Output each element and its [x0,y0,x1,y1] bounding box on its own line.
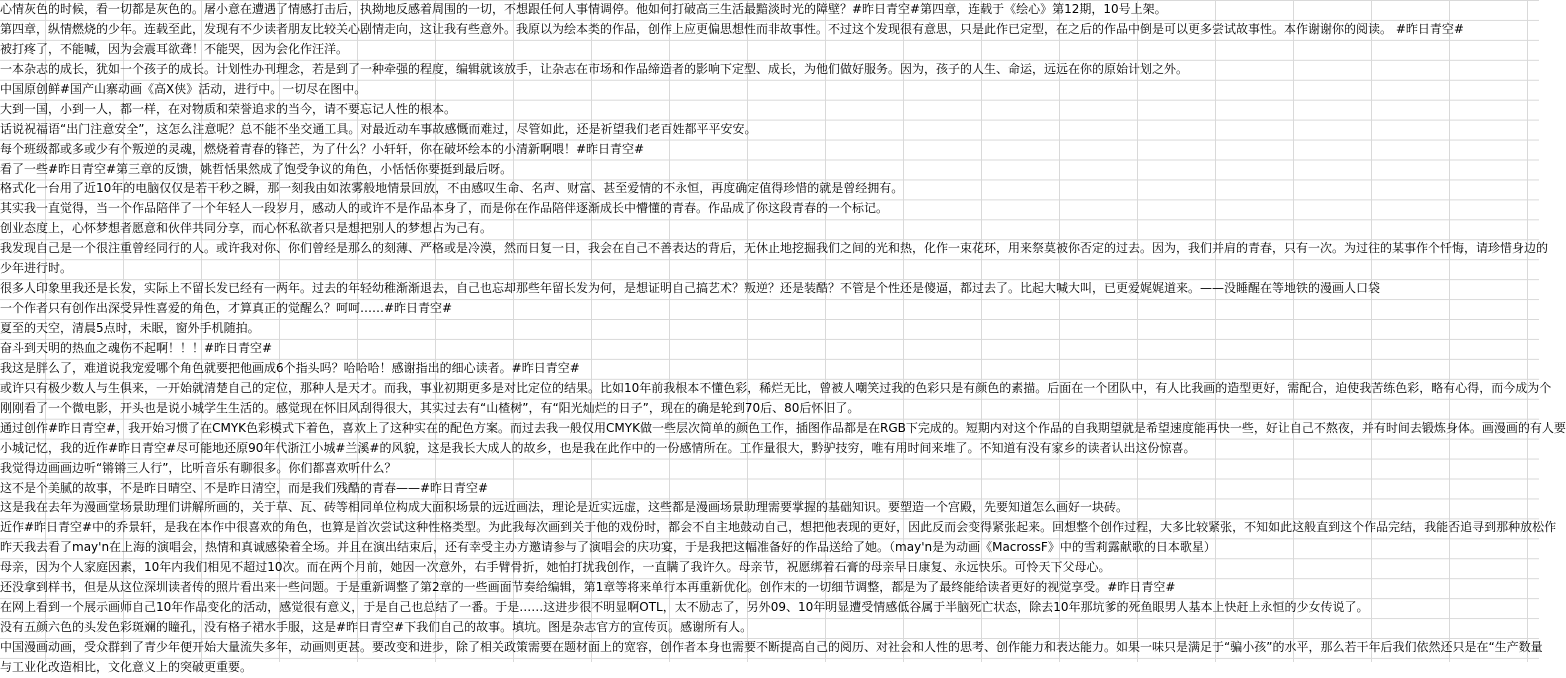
cell-row-26[interactable]: 这是我在去年为漫画堂场景助理们讲解所画的，关于草、瓦、砖等相同单位构成大面积场景的远近画法，理论是近实远虚，这些都是漫画场景助理需要掌握的基础知识。要塑造一个宫殿，先要知道怎么画好一块砖。 [0,500,1129,515]
cell-row-17[interactable]: 夏至的天空，清晨5点时，未眠，窗外手机随拍。 [0,321,260,335]
cell-row-3[interactable]: 被打疼了，不能喊，因为会震耳欲聋！不能哭，因为会化作汪洋。 [0,41,349,56]
cell-row-14[interactable]: 少年进行时。 [0,261,73,276]
cell-row-25[interactable]: 这不是个美腻的故事，不是昨日晴空、不是昨日清空，而是我们残酷的青春——#昨日青空# [0,480,489,495]
cell-row-8[interactable]: 每个班级都或多或少有个叛逆的灵魂，燃烧着青春的锋芒，为了什么？小轩轩，你在破坏绘本的小清新啊喂！#昨日青空# [0,141,645,156]
cell-row-28[interactable]: 昨天我去看了may'n在上海的演唱会，热情和真诚感染着全场。并且在演出结束后，还有幸受主办方邀请参与了演唱会的庆功宴，于是我把这幅准备好的作品送给了她。（may'n是为动画《MacrossF》中的雪莉露献歌的日本歌星） [0,540,1216,555]
cell-row-19[interactable]: 我这是胖么了，难道说我宠爱哪个角色就要把他画成6个指头吗？哈哈哈！感谢指出的细心读者。#昨日青空# [0,360,580,375]
cell-row-30[interactable]: 还没拿到样书，但是从这位深圳读者传的照片看出来一些问题。于是重新调整了第2章的一些画面节奏给编辑，第1章等将来单行本再重新优化。创作末的一切细节调整，都是为了最终能给读者更好的视觉享受。#昨日青空# [0,580,1176,595]
cell-row-1[interactable]: 心情灰色的时候，看一切都是灰色的。屠小意在遭遇了情感打击后，执拗地反感着周围的一切，不想跟任何人事情调停。他如何打破高三生活最黯淡时光的障壁？#昨日青空#第四章，连载于《绘心》第12期，10号上架。 [0,2,1167,16]
cell-row-4[interactable]: 一本杂志的成长，犹如一个孩子的成长。计划性办刊理念，若是到了一种牵强的程度，编辑就该放手，让杂志在市场和作品缔造者的影响下定型、成长，为他们做好服务。因为，孩子的人生、命运，远远在你的原始计划之外。 [0,61,1189,76]
cell-row-32[interactable]: 没有五颜六色的头发色彩斑斓的瞳孔，没有格子裙水手服，这是#昨日青空#下我们自己的故事。填坑。图是杂志官方的宣传页。感谢所有人。 [0,620,753,635]
cell-row-29[interactable]: 母亲，因为个人家庭因素，10年内我们相见不超过10次。而在两个月前，她因一次意外，右手臂骨折，她怕打扰我创作，一直瞒了我许久。母亲节，祝愿绑着石膏的母亲早日康复、永远快乐。可怜天下父母心。 [0,560,1111,575]
cell-row-22[interactable]: 通过创作#昨日青空#，我开始习惯了在CMYK色彩模式下着色，喜欢上了这种实在的配色方案。而过去我一般仅用CMYK做一些层次简单的颜色工作，插图作品都是在RGB下完成的。短期内对这个作品的自我期望就是希望速度能再快一些，好让自己不熬夜，并有时间去锻炼身体。画漫画的有人要 [0,420,1566,435]
cell-row-12[interactable]: 创业态度上，心怀梦想者愿意和伙伴共同分享，而心怀私欲者只是想把别人的梦想占为己有。 [0,221,493,236]
cell-row-11[interactable]: 其实我一直觉得，当一个作品陪伴了一个年轻人一段岁月，感动人的或许不是作品本身了，而是你在作品陪伴逐渐成长中懵懂的青春。作品成了你这段青春的一个标记。 [0,201,889,216]
cell-row-23[interactable]: 小城记忆，我的近作#昨日青空#尽可能地还原90年代浙江小城#兰溪#的风貌，这是我长大成人的故乡，也是我在此作中的一份感情所在。工作量很大，黔驴技穷，唯有用时间来堆了。不知道有没有家乡的读者认出这份惊喜。 [0,440,1196,455]
cell-row-18[interactable]: 奋斗到天明的热血之魂伤不起啊！！！#昨日青空# [0,340,273,355]
cell-row-10[interactable]: 格式化一台用了近10年的电脑仅仅是若干秒之瞬，那一刻我由如浓雾般地情景回放，不由感叹生命、名声、财富、甚至爱情的不永恒，再度确定值得珍惜的就是曾经拥有。 [0,181,904,196]
cell-row-16[interactable]: 一个作者只有创作出深受异性喜爱的角色，才算真正的觉醒么？呵呵……#昨日青空# [0,301,453,316]
cell-row-20[interactable]: 或许只有极少数人与生俱来，一开始就清楚自己的定位，那种人是天才。而我，事业初期更多是对比定位的结果。比如10年前我根本不懂色彩，稀烂无比，曾被人嘲笑过我的色彩只是有颜色的素描。后面在一个团队中，有人比我画的造型更好，需配合，迫使我苦练色彩，略有心得，而今成为个 [0,380,1552,395]
cell-row-6[interactable]: 大到一国，小到一人，都一样，在对物质和荣誉追求的当今，请不要忘记人性的根本。 [0,101,457,116]
cell-row-5[interactable]: 中国原创鲜#国产山寨动画《高X侠》活动，进行中。一切尽在图中。 [0,81,367,96]
cell-row-34[interactable]: 与工业化改造相比，文化意义上的突破更重要。 [0,659,253,674]
cell-row-2[interactable]: 第四章，纵情燃烧的少年。连载至此，发现有不少读者朋友比较关心剧情走向，这让我有些意外。我原以为绘本类的作品，创作上应更偏思想性而非故事性。不过这个发现很有意思，只是此作已定型，在之后的作品中倒是可以更多尝试故事性。本作谢谢你的阅读。 #昨日青空# [0,21,1464,36]
cell-row-9[interactable]: 看了一些#昨日青空#第三章的反馈，姚哲恬果然成了饱受争议的角色，小恬恬你要挺到最后呀。 [0,161,513,176]
cell-row-13[interactable]: 我发现自己是一个很注重曾经同行的人。或许我对你、你们曾经是那么的刻薄、严格或是冷漠，然而日复一日，我会在自己不善表达的背后，无休止地挖掘我们之间的光和热，化作一束花环，用来祭莫被你否定的过去。因为，我们并肩的青春，只有一次。为过往的某事作个忏悔，请珍惜身边的 [0,241,1549,256]
cell-row-31[interactable]: 在网上看到一个展示画师自己10年作品变化的活动，感觉很有意义，于是自己也总结了一番。于是……这进步很不明显啊OTL，太不励志了，另外09、10年明显遭受情感低谷属于半脑死亡状态，除去10年那坑爹的死鱼眼男人基本上快赶上永恒的少女传说了。 [0,600,1369,615]
cell-row-33[interactable]: 中国漫画动画，受众群到了青少年便开始大量流失多年，动画则更甚。要改变和进步，除了相关政策需要在题材面上的宽容，创作者本身也需要不断提高自己的阅历、对社会和人性的思考、创作能力和表达能力。如果一味只是满足于“骗小孩”的水平，那么若干年后我们依然还只是在“生产数量 [0,640,1543,654]
cell-row-24[interactable]: 我觉得边画画边听“锵锵三人行”，比听音乐有聊很多。你们都喜欢听什么？ [0,460,397,475]
cell-row-27[interactable]: 近作#昨日青空#中的乔景轩，是我在本作中很喜欢的角色，也算是首次尝试这种性格类型。为此我每次画到关于他的戏份时，都会不自主地鼓动自己，想把他表现的更好，因此反而会变得紧张起来。回想整个创作过程，大多比较紧张，不知如此这般直到这个作品完结，我能否追寻到那种放松作 [0,520,1557,535]
cell-row-7[interactable]: 话说祝福语“出门注意安全”，这怎么注意呢？总不能不坐交通工具。对最近动车事故感慨而难过，尽管如此，还是祈望我们老百姓都平平安安。 [0,121,757,136]
cell-row-15[interactable]: 很多人印象里我还是长发，实际上不留长发已经有一两年。过去的年轻幼稚渐渐退去，自己也忘却那些年留长发为何，是想证明自己搞艺术？叛逆？还是装酷？不管是个性还是傻逼，都过去了。比起大喊大叫，已更爱娓娓道来。——没睡醒在等地铁的漫画人口袋 [0,281,1381,296]
cell-row-21[interactable]: 刚刚看了一个微电影，开头也是说小城学生生活的。感觉现在怀旧风刮得很大，其实过去有“山楂树”，有“阳光灿烂的日子”，现在的确是轮到70后、80后怀旧了。 [0,400,860,415]
